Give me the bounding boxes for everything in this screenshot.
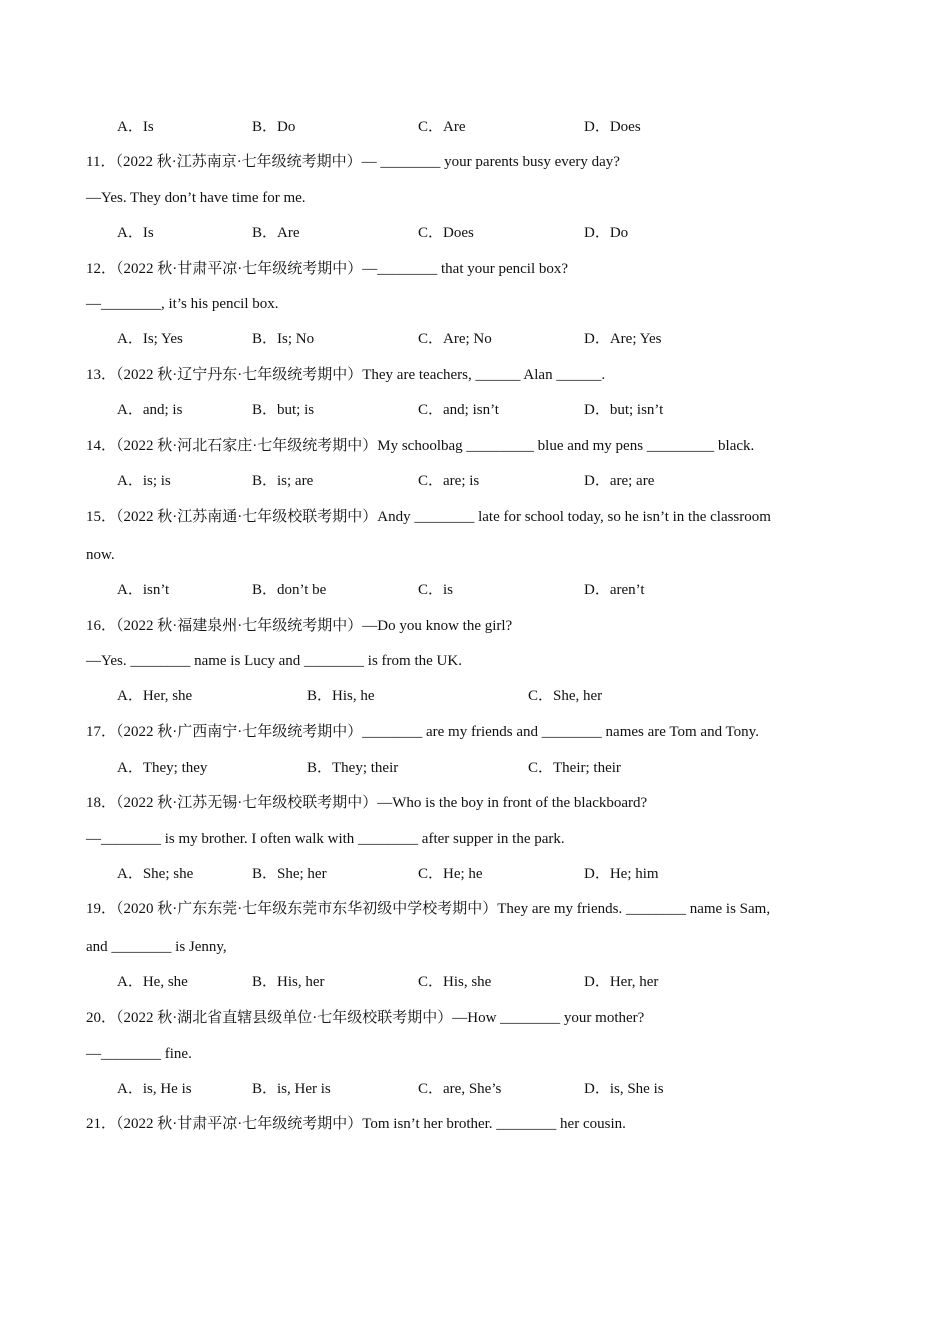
q10-options bbox=[0, 117, 950, 137]
q15-option-b: B．don’t be bbox=[252, 582, 327, 598]
q18-option-a: A．She; she bbox=[117, 866, 194, 882]
q12-option-b: B．Is; No bbox=[252, 331, 315, 347]
q13-option-a: A．and; is bbox=[117, 402, 183, 418]
q20-option-d: D．is, She is bbox=[584, 1081, 664, 1097]
q17-option-a: A．They; they bbox=[117, 760, 208, 776]
q20-line2: —________ fine. bbox=[86, 1046, 192, 1062]
q18-option-b: B．She; her bbox=[252, 866, 327, 882]
q20-option-c: C．are, She’s bbox=[418, 1081, 502, 1097]
q21-stem: 21．（2022 秋·甘肃平凉·七年级统考期中）Tom isn’t her brother. ________ her cousin. bbox=[86, 1116, 626, 1132]
q10-option-d: D．Does bbox=[584, 119, 641, 135]
q19-option-d: D．Her, her bbox=[584, 974, 659, 990]
q15-option-d: D．aren’t bbox=[584, 582, 645, 598]
q19-option-b: B．His, her bbox=[252, 974, 325, 990]
q15-line2: now. bbox=[86, 547, 115, 563]
q14-stem: 14．（2022 秋·河北石家庄·七年级统考期中）My schoolbag _________ blue and my pens _________ black. bbox=[86, 438, 755, 454]
q15-stem: 15．（2022 秋·江苏南通·七年级校联考期中）Andy ________ late for school today, so he isn’t in the classroom bbox=[86, 509, 771, 525]
q12-option-d: D．Are; Yes bbox=[584, 331, 662, 347]
q19-option-a: A．He, she bbox=[117, 974, 188, 990]
q18-line2: —________ is my brother. I often walk with ________ after supper in the park. bbox=[86, 831, 565, 847]
q17-option-c: C．Their; their bbox=[528, 760, 621, 776]
q16-stem: 16．（2022 秋·福建泉州·七年级统考期中）—Do you know the girl? bbox=[86, 618, 513, 634]
q18-option-c: C．He; he bbox=[418, 866, 483, 882]
q20-stem: 20．（2022 秋·湖北省直辖县级单位·七年级校联考期中）—How ________ your mother? bbox=[86, 1010, 645, 1026]
q14-option-a: A．is; is bbox=[117, 473, 171, 489]
q16-options bbox=[0, 686, 950, 706]
q19-stem: 19．（2020 秋·广东东莞·七年级东莞市东华初级中学校考期中）They are my friends. ________ name is Sam, bbox=[86, 901, 771, 917]
q11-stem: 11．（2022 秋·江苏南京·七年级统考期中）— ________ your parents busy every day? bbox=[86, 154, 620, 170]
q14-option-b: B．is; are bbox=[252, 473, 314, 489]
q16-option-a: A．Her, she bbox=[117, 688, 193, 704]
q11-options bbox=[0, 223, 950, 243]
q11-option-d: D．Do bbox=[584, 225, 629, 241]
q18-options bbox=[0, 864, 950, 884]
q14-option-c: C．are; is bbox=[418, 473, 480, 489]
q10-option-c: C．Are bbox=[418, 119, 466, 135]
q12-line2: —________, it’s his pencil box. bbox=[86, 296, 279, 312]
q20-option-a: A．is, He is bbox=[117, 1081, 192, 1097]
q12-stem: 12．（2022 秋·甘肃平凉·七年级统考期中）—________ that your pencil box? bbox=[86, 261, 569, 277]
q11-option-a: A．Is bbox=[117, 225, 154, 241]
q11-line2: —Yes. They don’t have time for me. bbox=[86, 190, 306, 206]
q17-options bbox=[0, 758, 950, 778]
q16-line2: —Yes. ________ name is Lucy and ________ is from the UK. bbox=[86, 653, 462, 669]
q11-option-b: B．Are bbox=[252, 225, 300, 241]
q14-options bbox=[0, 471, 950, 491]
q13-options bbox=[0, 400, 950, 420]
q10-option-b: B．Do bbox=[252, 119, 296, 135]
q12-options bbox=[0, 329, 950, 349]
q12-option-a: A．Is; Yes bbox=[117, 331, 183, 347]
q17-stem: 17．（2022 秋·广西南宁·七年级统考期中）________ are my friends and ________ names are Tom and Tony. bbox=[86, 724, 759, 740]
q13-stem: 13．（2022 秋·辽宁丹东·七年级统考期中）They are teachers, ______ Alan ______. bbox=[86, 367, 606, 383]
q16-option-b: B．His, he bbox=[307, 688, 375, 704]
q14-option-d: D．are; are bbox=[584, 473, 655, 489]
q20-option-b: B．is, Her is bbox=[252, 1081, 331, 1097]
q13-option-b: B．but; is bbox=[252, 402, 315, 418]
q12-option-c: C．Are; No bbox=[418, 331, 492, 347]
q19-line2: and ________ is Jenny, bbox=[86, 939, 227, 955]
q18-option-d: D．He; him bbox=[584, 866, 659, 882]
q20-options bbox=[0, 1079, 950, 1099]
q10-option-a: A．Is bbox=[117, 119, 154, 135]
q18-stem: 18．（2022 秋·江苏无锡·七年级校联考期中）—Who is the boy in front of the blackboard? bbox=[86, 795, 648, 811]
q15-option-c: C．is bbox=[418, 582, 454, 598]
q19-option-c: C．His, she bbox=[418, 974, 492, 990]
q17-option-b: B．They; their bbox=[307, 760, 399, 776]
q15-options bbox=[0, 580, 950, 600]
q19-options bbox=[0, 972, 950, 992]
q15-option-a: A．isn’t bbox=[117, 582, 170, 598]
q11-option-c: C．Does bbox=[418, 225, 474, 241]
q13-option-d: D．but; isn’t bbox=[584, 402, 664, 418]
q16-option-c: C．She, her bbox=[528, 688, 603, 704]
q13-option-c: C．and; isn’t bbox=[418, 402, 499, 418]
